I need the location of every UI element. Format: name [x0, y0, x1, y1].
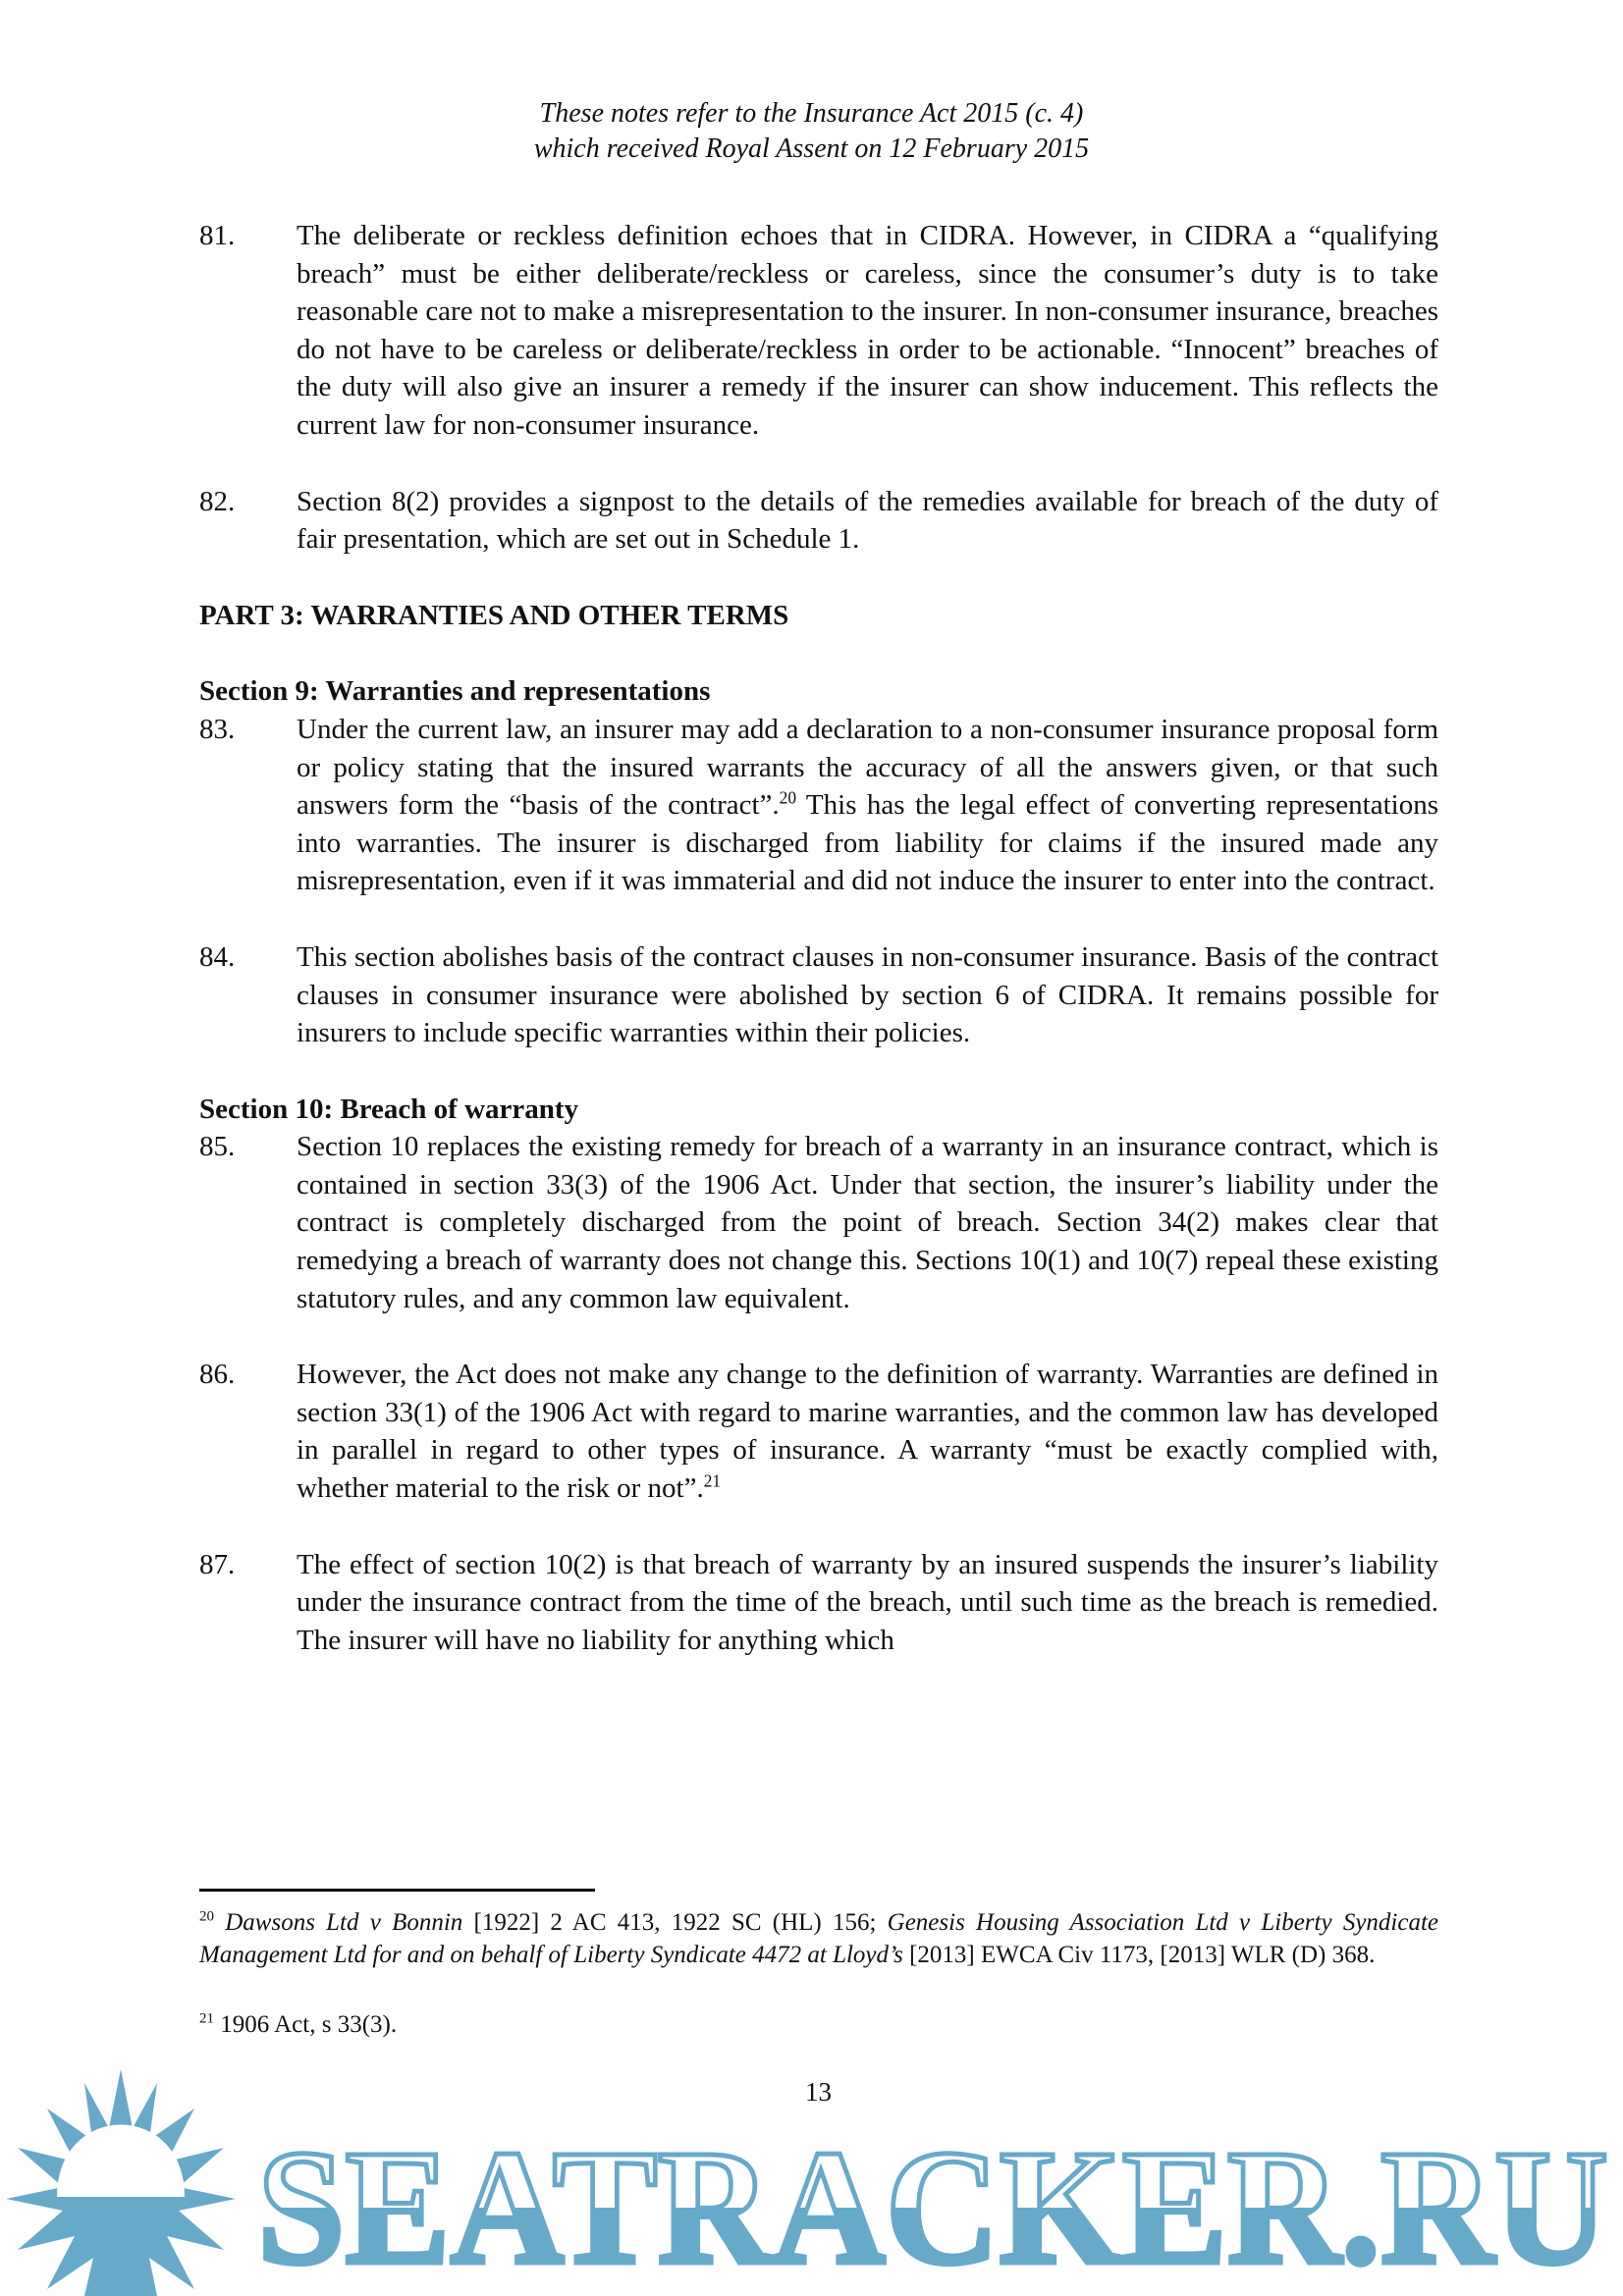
paragraph-81	[199, 217, 1438, 445]
paragraph-text: The effect of section 10(2) is that breach of warranty by an insured suspends the insurer’s liability under the insurance contract from the time of the breach, until such time as the breach is remedied. The insurer will have no liability for anything which	[297, 1548, 1438, 1656]
text-part: However, the Act does not make any change to the definition of warranty. Warranties are defined in section 33(1) of the 1906 Act with regard to marine warranties, and the common law has developed in parallel in regard to other types of insurance. A warranty “must be exactly complied with, whether material to the risk or not”.	[297, 1359, 1438, 1505]
text-part: This has the legal effect of converting representations into warranties. The insurer is discharged from liability for claims if the insured made any misrepresentation, even if it was immaterial and did not induce the insurer to enter into the contract.	[297, 789, 1438, 897]
section-10-heading: Section 10: Breach of warranty	[199, 1093, 579, 1125]
paragraph-number: 85.	[199, 1131, 236, 1163]
case-name: Dawsons Ltd v Bonnin	[225, 1909, 463, 1936]
paragraph-number: 87.	[199, 1548, 236, 1580]
case-name: Genesis Housing Association Ltd v Liberty Syndicate Management Ltd for and on behalf of Liberty Syndicate 4472 at Lloyd’s	[199, 1909, 1438, 1968]
paragraph-text: The deliberate or reckless definition echoes that in CIDRA. However, in CIDRA a “qualifying breach” must be either deliberate/reckless or careless, since the consumer’s duty is to take reasonable care not to make a misrepresentation to the insurer. In non-consumer insurance, breaches do not have to be careless or deliberate/reckless in order to be actionable. “Innocent” breaches of the duty will also give an insurer a remedy if the insurer can show inducement. This reflects the current law for non-consumer insurance.	[297, 220, 1438, 441]
paragraph-number: 82.	[199, 485, 236, 517]
footnote-text: 1906 Act, s 33(3).	[214, 2011, 398, 2038]
paragraph-text	[297, 711, 1438, 900]
footnote-number: 21	[199, 2010, 214, 2027]
footnote-separator	[199, 1889, 595, 1892]
paragraph-number: 84.	[199, 940, 236, 973]
paragraph-number: 86.	[199, 1359, 236, 1391]
paragraph-85	[199, 1128, 1438, 1317]
paragraph-84	[199, 938, 1438, 1052]
footnote-20	[199, 1906, 1438, 1971]
paragraph-number: 83.	[199, 713, 236, 745]
footnote-ref-21[interactable]: 21	[703, 1470, 722, 1491]
sun-logo-icon	[6, 2069, 236, 2296]
citation: [2013] EWCA Civ 1173, [2013] WLR (D) 368.	[902, 1942, 1376, 1968]
paragraph-text: This section abolishes basis of the contract clauses in non-consumer insurance. Basis of the contract clauses in consumer insurance were abolished by section 6 of CIDRA. It remains possible for insurers to include specific warranties within their policies.	[297, 940, 1438, 1049]
paragraph-text: Section 10 replaces the existing remedy for breach of a warranty in an insurance contract, which is contained in section 33(3) of the 1906 Act. Under that section, the insurer’s liability under the contract is completely discharged from the point of breach. Section 34(2) makes clear that remedying a breach of warranty does not change this. Sections 10(1) and 10(7) repeal these existing statutory rules, and any common law equivalent.	[297, 1131, 1438, 1314]
footnote-ref-20[interactable]: 20	[779, 787, 797, 808]
paragraph-86	[199, 1356, 1438, 1507]
paragraph-87	[199, 1546, 1438, 1660]
citation: [1922] 2 AC 413, 1922 SC (HL) 156;	[462, 1909, 888, 1936]
paragraph-number: 81.	[199, 220, 236, 251]
paragraph-83	[199, 711, 1438, 900]
footnote-21	[199, 2008, 1438, 2041]
text-part: Under the current law, an insurer may add a declaration to a non-consumer insurance proposal form or policy stating that the insured warrants the accuracy of all the answers given, or that such answers form the “basis of the contract”.	[297, 713, 1438, 822]
part-heading: PART 3: WARRANTIES AND OTHER TERMS	[199, 599, 789, 631]
section-9-heading: Section 9: Warranties and representations	[199, 675, 711, 708]
running-header-line1: These notes refer to the Insurance Act 2015 (c. 4)	[539, 98, 1084, 129]
running-header-line2: which received Royal Assent on 12 February 2015	[533, 133, 1090, 164]
paragraph-text: Section 8(2) provides a signpost to the details of the remedies available for breach of the duty of fair presentation, which are set out in Schedule 1.	[297, 485, 1438, 556]
main-content	[199, 217, 1438, 1659]
footnote-number: 20	[199, 1908, 214, 1925]
paragraph-82	[199, 483, 1438, 559]
footnotes	[199, 1906, 1438, 2041]
page-number: 13	[805, 2077, 832, 2107]
paragraph-text	[297, 1356, 1438, 1507]
watermark-text: SEATRACKER.RU	[257, 2116, 1608, 2296]
